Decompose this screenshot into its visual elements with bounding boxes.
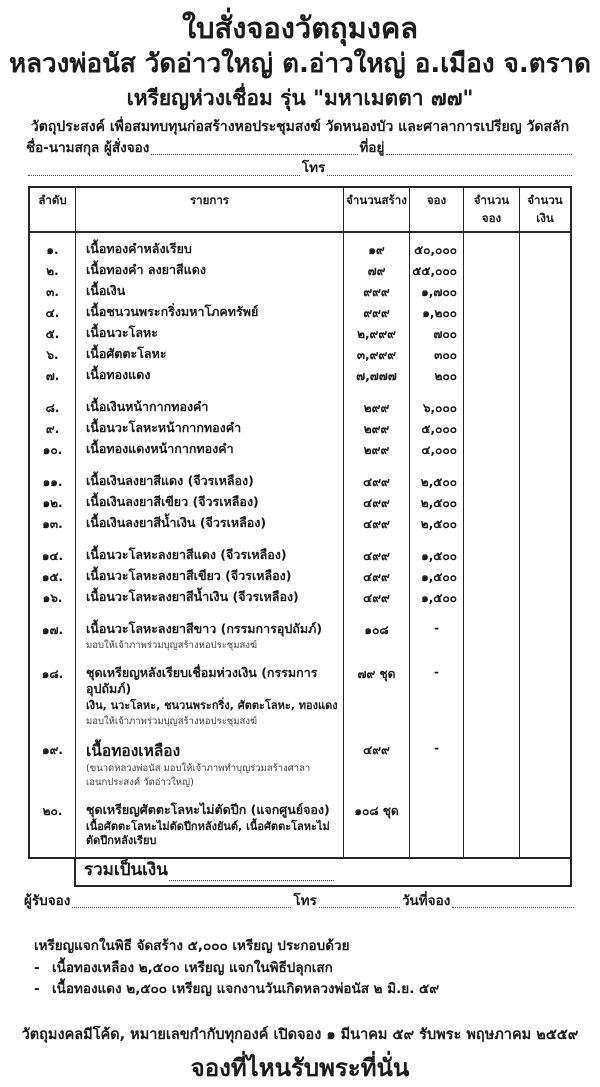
address-label: ที่อยู่ — [359, 139, 385, 156]
row-made-qty: ๙๙๙ — [344, 303, 410, 324]
temple-subtitle: หลวงพ่อนัส วัดอ่าวใหญ่ ต.อ่าวใหญ่ อ.เมือง จ.ตราด — [8, 49, 592, 80]
table-row — [30, 588, 570, 609]
row-made-qty: ๔๙๙ — [344, 588, 410, 609]
row-item-name: เนื้อเงินหน้ากากทองคำ — [86, 399, 209, 415]
row-index: ๑๘. — [30, 653, 76, 729]
giveaway-item — [34, 979, 600, 1001]
table-row — [30, 324, 570, 345]
row-item-name: เนื้อเงินลงยาสีน้ำเงิน (จีวรเหลือง) — [86, 515, 267, 531]
receiver-label: ผู้รับจอง — [24, 892, 71, 909]
row-item-name: เนื้อชนวนพระกริ่งมหาโภคทรัพย์ — [86, 304, 259, 320]
table-row — [30, 729, 570, 790]
row-booked-qty-blank — [464, 387, 520, 419]
row-booked-qty-blank — [464, 493, 520, 514]
form-header — [0, 0, 600, 137]
table-row — [30, 567, 570, 588]
row-item-name: เนื้อทองเหลือง — [86, 741, 181, 760]
row-booking-price: ๗๐๐ — [410, 324, 464, 345]
row-index: ๑๖. — [30, 588, 76, 609]
row-amount-blank — [520, 729, 570, 790]
row-index: ๘. — [30, 387, 76, 419]
table-body — [30, 233, 570, 857]
giveaway-section — [34, 936, 600, 1001]
row-amount-blank — [520, 303, 570, 324]
table-row — [30, 387, 570, 419]
row-item — [76, 233, 344, 261]
row-item — [76, 729, 344, 790]
row-booked-qty-blank — [464, 324, 520, 345]
row-made-qty: ๒๙๙ — [344, 419, 410, 440]
table-row — [30, 282, 570, 303]
col-header-item: รายการ — [76, 188, 344, 231]
row-booked-qty-blank — [464, 303, 520, 324]
row-index: ๒๐. — [30, 790, 76, 857]
booking-date-label: วันที่จอง — [401, 892, 451, 909]
col-header-booked-qty: จำนวนจอง — [464, 188, 520, 231]
row-booked-qty-blank — [464, 609, 520, 653]
row-item-name: เนื้อนวะโลหะลงยาสีน้ำเงิน (จีวรเหลือง) — [86, 589, 299, 605]
row-item-name: เนื้อนวะโลหะลงยาสีขาว (กรรมการอุปถัมภ์) — [86, 621, 323, 637]
row-index: ๑. — [30, 233, 76, 261]
row-index: ๕. — [30, 324, 76, 345]
row-booking-price: ๒๐๐ — [410, 366, 464, 387]
orderer-name-label: ชื่อ-นามสกุล ผู้สั่งจอง — [26, 139, 150, 156]
row-item-name: เนื้อเงินลงยาสีแดง (จีวรเหลือง) — [86, 473, 254, 489]
row-booked-qty-blank — [464, 440, 520, 461]
bullet-dash: - — [34, 981, 40, 998]
row-booked-qty-blank — [464, 790, 520, 857]
giveaway-item — [34, 958, 600, 980]
row-item — [76, 387, 344, 419]
row-amount-blank — [520, 261, 570, 282]
row-made-qty: ๔๙๙ — [344, 535, 410, 567]
row-booking-price: ๑,๒๐๐ — [410, 303, 464, 324]
table-row — [30, 790, 570, 857]
row-item — [76, 514, 344, 535]
row-item-name: เนื้อทองคำหลังเรียบ — [86, 241, 192, 257]
table-row — [30, 653, 570, 729]
row-item — [76, 461, 344, 493]
phone-label: โทร — [301, 160, 326, 177]
receiver-fill-line — [72, 895, 291, 908]
row-amount-blank — [520, 233, 570, 261]
row-item-detail: เนื้อศัตตะโลหะไม่ตัดปีกหลังยันต์, เนื้อศัตตะโลหะไม่ตัดปีกหลังเรียบ — [86, 819, 330, 848]
row-index: ๖. — [30, 345, 76, 366]
row-made-qty: ๒๙๙ — [344, 440, 410, 461]
row-made-qty: ๗๙ — [344, 261, 410, 282]
row-index: ๗. — [30, 366, 76, 387]
row-index: ๑๕. — [30, 567, 76, 588]
row-booking-price: ๔,๐๐๐ — [410, 440, 464, 461]
row-booking-price: ๒,๕๐๐ — [410, 514, 464, 535]
row-item-name: เนื้อทองคำ ลงยาสีแดง — [86, 262, 206, 278]
row-booked-qty-blank — [464, 729, 520, 790]
row-index: ๑๓. — [30, 514, 76, 535]
row-booking-price: ๑,๕๐๐ — [410, 588, 464, 609]
row-index: ๑๔. — [30, 535, 76, 567]
receiver-line — [24, 893, 576, 911]
row-amount-blank — [520, 514, 570, 535]
row-booked-qty-blank — [464, 514, 520, 535]
row-booking-price: ๕๐,๐๐๐ — [410, 233, 464, 261]
row-item — [76, 609, 344, 653]
giveaway-title: เหรียญแจกในพิธี จัดสร้าง ๕,๐๐๐ เหรียญ ประกอบด้วย — [34, 938, 350, 955]
row-item-note: มอบให้เจ้าภาพร่วมบุญสร้างหอประชุมสงฆ์ — [86, 715, 258, 727]
purpose-statement: วัตถุประสงค์ เพื่อสมทบทุนก่อสร้างหอประชุมสงฆ์ วัดหนองบัว และศาลาการเปรียญ วัดสลัก — [30, 119, 570, 136]
row-item — [76, 653, 344, 729]
booking-date-fill-line — [452, 895, 574, 908]
col-header-amount: จำนวนเงิน — [527, 193, 563, 226]
row-booked-qty-blank — [464, 461, 520, 493]
row-booking-price: - — [410, 729, 464, 790]
row-booking-price: ๑,๗๐๐ — [410, 282, 464, 303]
row-booking-price: ๕,๐๐๐ — [410, 419, 464, 440]
row-made-qty: ๗,๗๗๗ — [344, 366, 410, 387]
row-amount-blank — [520, 567, 570, 588]
row-amount-blank — [520, 653, 570, 729]
row-item — [76, 567, 344, 588]
row-item-name: ชุดเหรียญหลังเรียบเชื่อมห่วงเงิน (กรรมการอุปถัมภ์) — [86, 664, 318, 697]
col-header-index: ลำดับ — [30, 188, 76, 231]
row-item-name: เนื้อศัตตะโลหะ — [86, 346, 167, 362]
table-row — [30, 461, 570, 493]
row-item-name: เนื้อนวะโลหะลงยาสีแดง (จีวรเหลือง) — [86, 547, 287, 563]
row-item — [76, 303, 344, 324]
row-item-name: เนื้อเงิน — [86, 283, 126, 299]
row-item — [76, 790, 344, 857]
row-booked-qty-blank — [464, 261, 520, 282]
row-amount-blank — [520, 440, 570, 461]
orderer-name-line — [26, 140, 574, 158]
row-item — [76, 535, 344, 567]
row-index: ๒. — [30, 261, 76, 282]
row-booking-price: - — [410, 653, 464, 729]
row-booked-qty-blank — [464, 588, 520, 609]
code-note: วัตถุมงคลมีโค้ด, หมายเลขกำกับทุกองค์ เปิดจอง ๑ มีนาคม ๕๙ รับพระ พฤษภาคม ๒๕๕๙ — [21, 1026, 579, 1043]
table-row — [30, 261, 570, 282]
row-amount-blank — [520, 535, 570, 567]
row-amount-blank — [520, 790, 570, 857]
bullet-dash: - — [34, 959, 40, 976]
slogan: จองที่ไหนรับพระที่นั่น — [190, 1053, 410, 1082]
receiver-phone-label: โทร — [293, 892, 317, 909]
total-fill-line — [169, 867, 334, 881]
table-row — [30, 493, 570, 514]
row-made-qty: ๑๐๘ ชุด — [344, 790, 410, 857]
row-amount-blank — [520, 324, 570, 345]
row-index: ๑๐. — [30, 440, 76, 461]
table-row — [30, 514, 570, 535]
row-made-qty: ๑๐๘ — [344, 609, 410, 653]
orderer-name-fill-line — [151, 142, 357, 155]
phone-fill-line — [327, 163, 572, 176]
row-amount-blank — [520, 588, 570, 609]
row-booking-price: ๒,๕๐๐ — [410, 461, 464, 493]
row-amount-blank — [520, 609, 570, 653]
row-index: ๑๗. — [30, 609, 76, 653]
row-item-name: ชุดเหรียญศัตตะโลหะไม่ตัดปีก (แจกศูนย์จอง) — [86, 802, 330, 818]
row-booked-qty-blank — [464, 366, 520, 387]
table-row — [30, 609, 570, 653]
row-item-detail: เงิน, นวะโลหะ, ชนวนพระกริ่ง, ศัตตะโลหะ, ทองแดง — [86, 698, 338, 712]
table-row — [30, 440, 570, 461]
row-made-qty: ๒๙๙ — [344, 387, 410, 419]
row-item — [76, 261, 344, 282]
orderer-phone-line — [26, 160, 574, 178]
row-index: ๑๑. — [30, 461, 76, 493]
row-made-qty: ๔๙๙ — [344, 514, 410, 535]
row-item — [76, 440, 344, 461]
row-booking-price: ๓๐๐ — [410, 345, 464, 366]
row-item — [76, 588, 344, 609]
row-booking-price: ๒,๕๐๐ — [410, 493, 464, 514]
row-item — [76, 324, 344, 345]
row-made-qty: ๔๙๙ — [344, 493, 410, 514]
row-booking-price — [410, 790, 464, 857]
row-amount-blank — [520, 387, 570, 419]
row-item-name: เนื้อทองแดงหน้ากากทองคำ — [86, 441, 234, 457]
total-label: รวมเป็นเงิน — [84, 860, 168, 881]
giveaway-item-text: เนื้อทองแดง ๒,๕๐๐ เหรียญ แจกงานวันเกิดหลวงพ่อนัส ๒ มิ.ย. ๕๙ — [52, 981, 440, 998]
row-index: ๑๒. — [30, 493, 76, 514]
row-index: ๓. — [30, 282, 76, 303]
row-made-qty: ๒,๙๙๙ — [344, 324, 410, 345]
row-item-note: (ขนาดหลวงพ่อนัส มอบให้เจ้าภาพทำบุญร่วมสร้างศาลาเอนกประสงค์ วัดอ่าวใหญ่) — [86, 763, 311, 788]
table-row — [30, 303, 570, 324]
col-header-price: จอง — [410, 188, 464, 231]
row-made-qty: ๑๙ — [344, 233, 410, 261]
giveaway-item-text: เนื้อทองเหลือง ๒,๕๐๐ เหรียญ แจกในพิธีปลุกเสก — [52, 959, 333, 976]
row-item — [76, 419, 344, 440]
row-booked-qty-blank — [464, 653, 520, 729]
row-made-qty: ๓,๙๙๙ — [344, 345, 410, 366]
row-booking-price: ๑,๕๐๐ — [410, 567, 464, 588]
address-continue-fill-line — [28, 163, 300, 176]
row-index: ๙. — [30, 419, 76, 440]
row-item — [76, 366, 344, 387]
row-index: ๑๙. — [30, 729, 76, 790]
address-fill-line — [386, 142, 572, 155]
row-item-note: มอบให้เจ้าภาพร่วมบุญสร้างหอประชุมสงฆ์ — [86, 639, 258, 651]
row-made-qty: ๔๙๙ — [344, 567, 410, 588]
col-header-made-qty: จำนวนสร้าง — [344, 188, 410, 231]
row-booked-qty-blank — [464, 567, 520, 588]
row-booking-price: ๑,๕๐๐ — [410, 535, 464, 567]
edition-title: เหรียญห่วงเชื่อม รุ่น "มหาเมตตา ๗๗" — [126, 85, 474, 110]
row-amount-blank — [520, 345, 570, 366]
row-item — [76, 493, 344, 514]
row-item-name: เนื้อนวะโลหะลงยาสีเขียว (จีวรเหลือง) — [86, 568, 292, 584]
row-booked-qty-blank — [464, 419, 520, 440]
row-amount-blank — [520, 282, 570, 303]
row-amount-blank — [520, 366, 570, 387]
row-made-qty: ๔๙๙ — [344, 461, 410, 493]
row-item-name: เนื้อนวะโลหะหน้ากากทองคำ — [86, 420, 242, 436]
row-made-qty: ๙๙๙ — [344, 282, 410, 303]
row-booking-price: - — [410, 609, 464, 653]
row-booking-price: ๖,๐๐๐ — [410, 387, 464, 419]
table-row — [30, 535, 570, 567]
receiver-phone-fill-line — [319, 895, 400, 908]
row-made-qty: ๔๙๙ — [344, 729, 410, 790]
row-index: ๔. — [30, 303, 76, 324]
table-row — [30, 419, 570, 440]
table-row — [30, 233, 570, 261]
row-booking-price: ๕๕,๐๐๐ — [410, 261, 464, 282]
table-row — [30, 345, 570, 366]
total-row — [74, 859, 572, 886]
row-item-name: เนื้อเงินลงยาสีเขียว (จีวรเหลือง) — [86, 494, 259, 510]
row-item-name: เนื้อทองแดง — [86, 367, 151, 383]
row-made-qty: ๗๙ ชุด — [344, 653, 410, 729]
row-item — [76, 345, 344, 366]
row-booked-qty-blank — [464, 233, 520, 261]
table-row — [30, 366, 570, 387]
row-amount-blank — [520, 419, 570, 440]
order-table — [28, 186, 572, 887]
table-header-row — [30, 188, 570, 233]
row-item — [76, 282, 344, 303]
row-amount-blank — [520, 493, 570, 514]
row-item-name: เนื้อนวะโลหะ — [86, 325, 158, 341]
row-booked-qty-blank — [464, 535, 520, 567]
row-booked-qty-blank — [464, 282, 520, 303]
row-booked-qty-blank — [464, 345, 520, 366]
row-amount-blank — [520, 461, 570, 493]
page-title: ใบสั่งจองวัตถุมงคล — [181, 11, 419, 45]
